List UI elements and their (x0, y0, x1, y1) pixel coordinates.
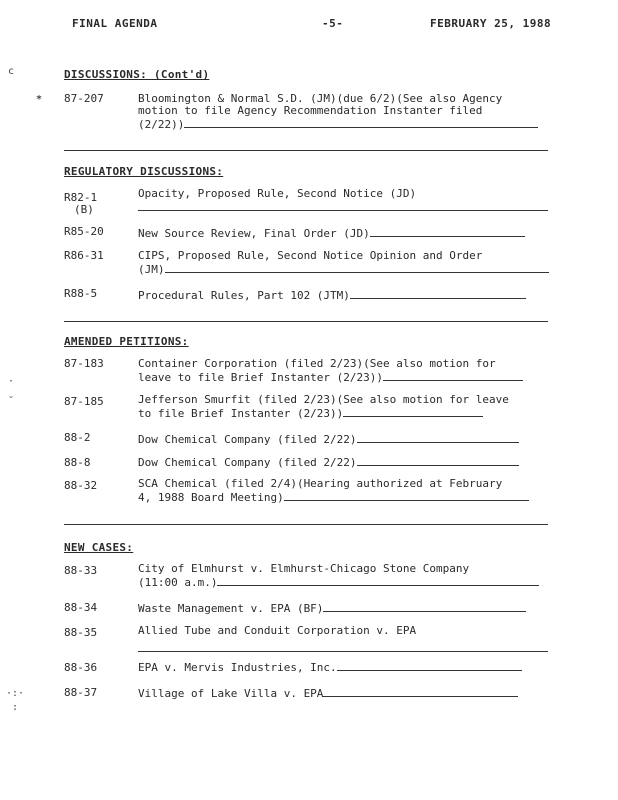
item-number: 88-36 (64, 661, 98, 674)
section-divider (64, 150, 548, 151)
agenda-item-text: Container Corporation (filed 2/23)(See also motion for leave to file Brief Instanter (2/23)) (138, 358, 550, 384)
item-number: 88-2 (64, 431, 91, 444)
item-number: 87-185 (64, 395, 104, 408)
agenda-item-text: SCA Chemical (filed 2/4)(Hearing authorized at February 4, 1988 Board Meeting) (138, 478, 550, 504)
agenda-item-text: Dow Chemical Company (filed 2/22) (138, 432, 550, 446)
item-number: 88-32 (64, 479, 98, 492)
item-number: 87-183 (64, 357, 104, 370)
signature-line (337, 660, 522, 671)
signature-line (323, 686, 518, 697)
signature-line (370, 226, 525, 237)
signature-line (138, 641, 548, 652)
item-number: 88-35 (64, 626, 98, 639)
signature-line (350, 288, 526, 299)
section-title-discussions: DISCUSSIONS: (Cont'd) (64, 68, 210, 81)
agenda-item-text: Village of Lake Villa v. EPA (138, 686, 550, 700)
signature-line (357, 455, 519, 466)
margin-blot: · (8, 376, 15, 387)
header-title: FINAL AGENDA (72, 17, 158, 30)
page-number: -5- (322, 17, 344, 30)
agenda-item-text: Jefferson Smurfit (filed 2/23)(See also motion for leave to file Brief Instanter (2/23)) (138, 393, 509, 420)
agenda-item-text: Allied Tube and Conduit Corporation v. EPA (138, 625, 550, 655)
item-number: R88-5 (64, 287, 98, 300)
signature-line (323, 601, 526, 612)
item-number: 88-37 (64, 686, 98, 699)
section-title-regulatory: REGULATORY DISCUSSIONS: (64, 165, 224, 178)
section-divider (64, 321, 548, 322)
signature-line (184, 117, 538, 128)
item-number: 88-8 (64, 456, 91, 469)
signature-line (343, 406, 483, 417)
margin-star: * (36, 94, 43, 105)
signature-line (357, 432, 519, 443)
signature-line (217, 575, 539, 586)
signature-line (383, 370, 523, 381)
item-number: R82-1 (B) (64, 191, 98, 216)
margin-blot: c (8, 66, 15, 77)
section-title-amended: AMENDED PETITIONS: (64, 335, 189, 348)
item-number: 88-34 (64, 601, 98, 614)
section-divider (64, 524, 548, 525)
agenda-item-text: Opacity, Proposed Rule, Second Notice (JD) (138, 188, 550, 214)
agenda-item-text: Procedural Rules, Part 102 (JTM) (138, 288, 550, 302)
agenda-item-text: CIPS, Proposed Rule, Second Notice Opinion and Order (JM) (138, 250, 550, 276)
section-title-new-cases: NEW CASES: (64, 541, 134, 554)
agenda-item-text: Dow Chemical Company (filed 2/22) (138, 455, 550, 469)
margin-blot: : (12, 702, 19, 713)
item-number: 88-33 (64, 564, 98, 577)
margin-blot: ˘ (8, 396, 15, 407)
margin-blot: ·:· (6, 688, 25, 699)
agenda-item-text: Bloomington & Normal S.D. (JM)(due 6/2)(See also Agency motion to file Agency Recommendation Instanter filed (2/22)) (138, 93, 550, 131)
item-number: R85-20 (64, 225, 104, 238)
item-number: R86-31 (64, 249, 104, 262)
item-number: 87-207 (64, 92, 104, 105)
signature-line (165, 262, 549, 273)
agenda-item-text: Waste Management v. EPA (BF) (138, 601, 550, 615)
header-date: FEBRUARY 25, 1988 (430, 17, 552, 30)
signature-line (138, 200, 548, 211)
agenda-item-text: EPA v. Mervis Industries, Inc. (138, 660, 550, 674)
agenda-item-text: New Source Review, Final Order (JD) (138, 226, 550, 240)
signature-line (284, 490, 529, 501)
agenda-item-text: City of Elmhurst v. Elmhurst-Chicago Stone Company (11:00 a.m.) (138, 563, 550, 589)
